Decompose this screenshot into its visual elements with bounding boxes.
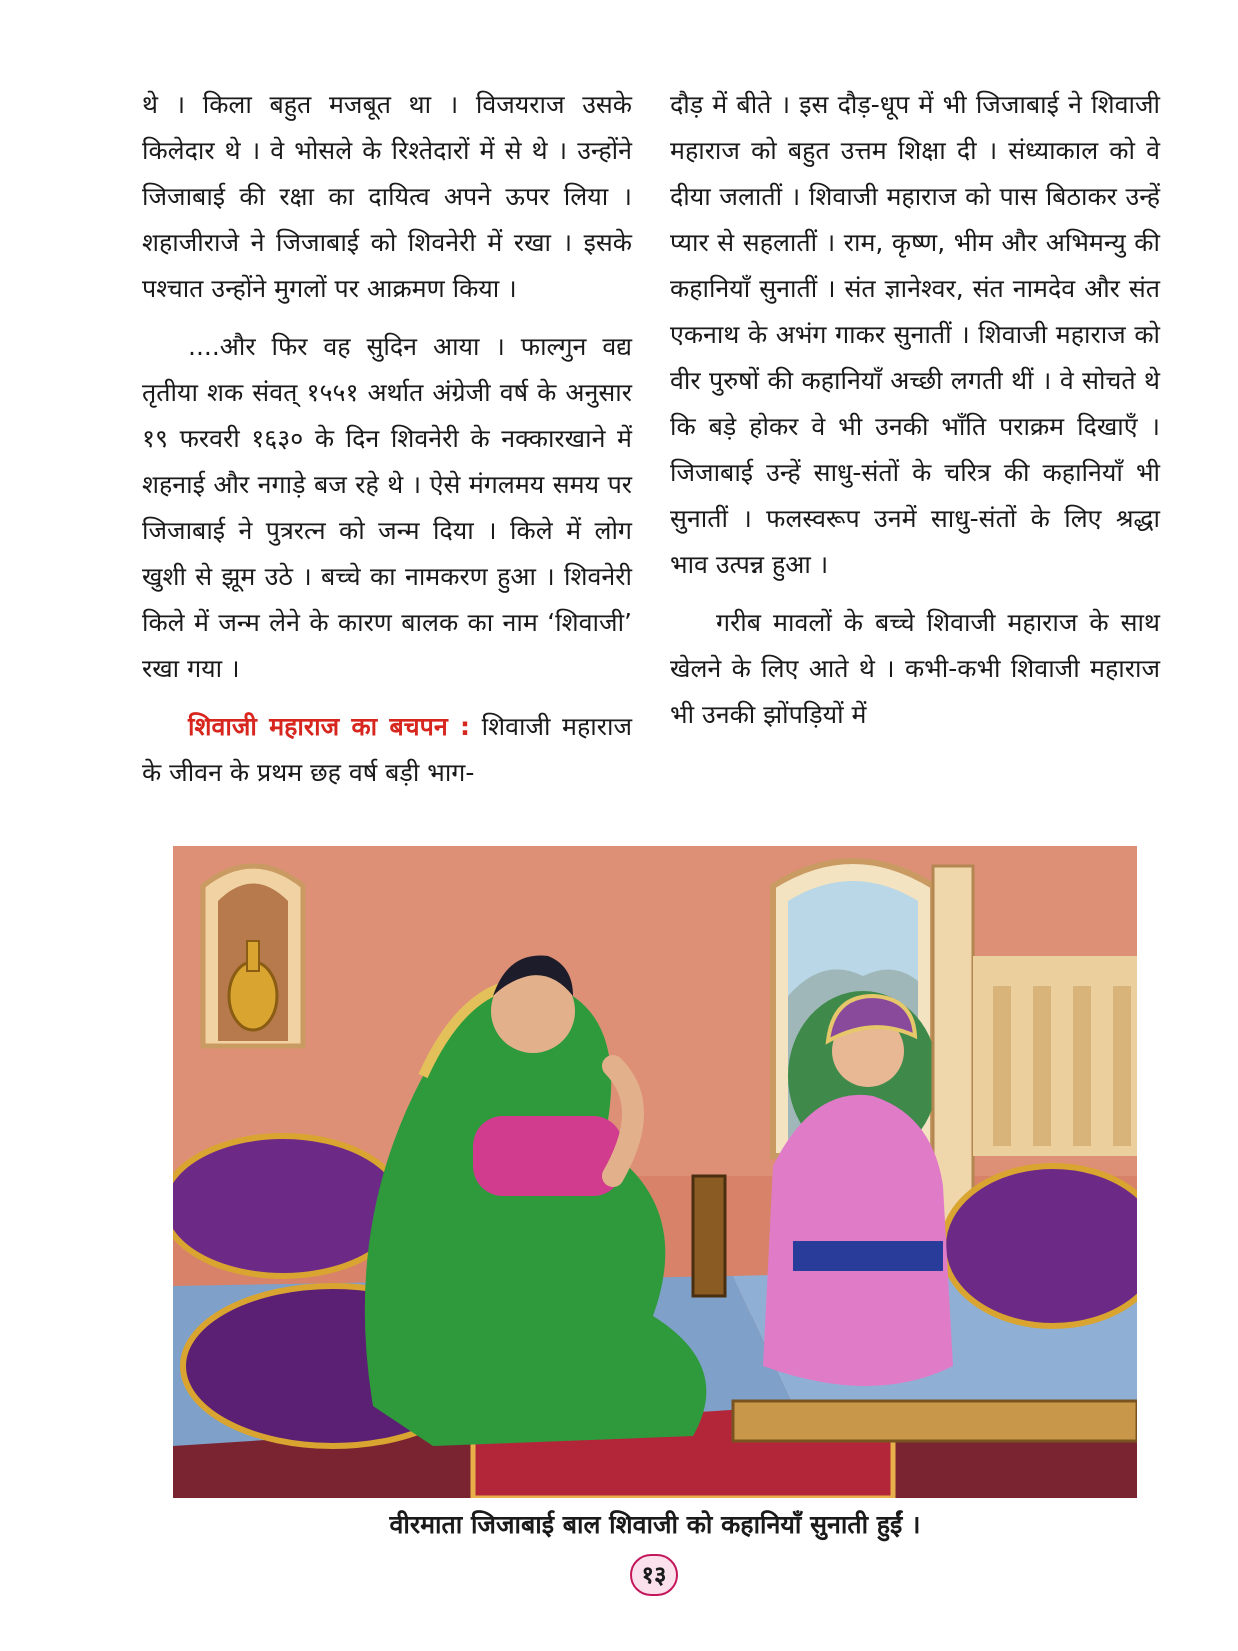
bolster-right (943, 1166, 1137, 1326)
lamp-post (693, 1176, 725, 1296)
paragraph-text: शिवाजी महाराज के जीवन के प्रथम छह वर्ष बड़ी भाग- (142, 712, 632, 787)
seat-base (733, 1401, 1137, 1441)
paragraph: थे । किला बहुत मजबूत था । विजयराज उसके किलेदार थे । वे भोसले के रिश्तेदारों में से थे । उन्होंने जिजाबाई की रक्षा का दायित्व अपने ऊपर लिया । शहाजीराजे ने जिजाबाई को शिवनेरी में रखा । इसके पश्चात उन्होंने मुगलों पर आक्रमण किया । (142, 90, 632, 303)
section-heading: शिवाजी महाराज का बचपन : (188, 712, 471, 741)
mother-blouse (473, 1116, 623, 1196)
child-sash (793, 1241, 943, 1271)
left-column (142, 82, 632, 808)
paragraph: गरीब मावलों के बच्चे शिवाजी महाराज के साथ खेलने के लिए आते थे । कभी-कभी शिवाजी महाराज भी उनकी झोंपड़ियों में (670, 608, 1160, 729)
vase-neck (247, 941, 259, 971)
figure-caption: वीरमाता जिजाबाई बाल शिवाजी को कहानियाँ सुनाती हुईं । (389, 1510, 921, 1539)
paragraph (142, 704, 632, 796)
vase-icon (229, 962, 277, 1030)
right-column (670, 82, 1160, 750)
paragraph: ....और फिर वह सुदिन आया । फाल्गुन वद्य तृतीया शक संवत् १५५१ अर्थात अंग्रेजी वर्ष के अनुसार १९ फरवरी १६३० के दिन शिवनेरी के नक्कारखाने में शहनाई और नगाड़े बज रहे थे । ऐसे मंगलमय समय पर जिजाबाई ने पुत्ररत्न को जन्म दिया । किले में लोग खुशी से झूम उठे । बच्चे का नामकरण हुआ । शिवनेरी किले में जन्म लेने के कारण बालक का नाम ‘शिवाजी’ रखा गया । (142, 332, 632, 683)
child-tunic (763, 1095, 953, 1386)
illustration-jijabai-shivaji (173, 846, 1137, 1498)
page-number: १३ (630, 1554, 678, 1596)
paragraph: दौड़ में बीते । इस दौड़-धूप में भी जिजाबाई ने शिवाजी महाराज को बहुत उत्तम शिक्षा दी । संध्याकाल को वे दीया जलातीं । शिवाजी महाराज को पास बिठाकर उन्हें प्यार से सहलातीं । राम, कृष्ण, भीम और अभिमन्यु की कहानियाँ सुनातीं । संत ज्ञानेश्वर, संत नामदेव और संत एकनाथ के अभंग गाकर सुनातीं । शिवाजी महाराज को वीर पुरुषों की कहानियाँ अच्छी लगती थीं । वे सोचते थे कि बड़े होकर वे भी उनकी भाँति पराक्रम दिखाएँ । जिजाबाई उन्हें साधु-संतों के चरित्र की कहानियाँ भी सुनातीं । फलस्वरूप उनमें साधु-संतों के लिए श्रद्धा भाव उत्पन्न हुआ । (670, 90, 1160, 579)
